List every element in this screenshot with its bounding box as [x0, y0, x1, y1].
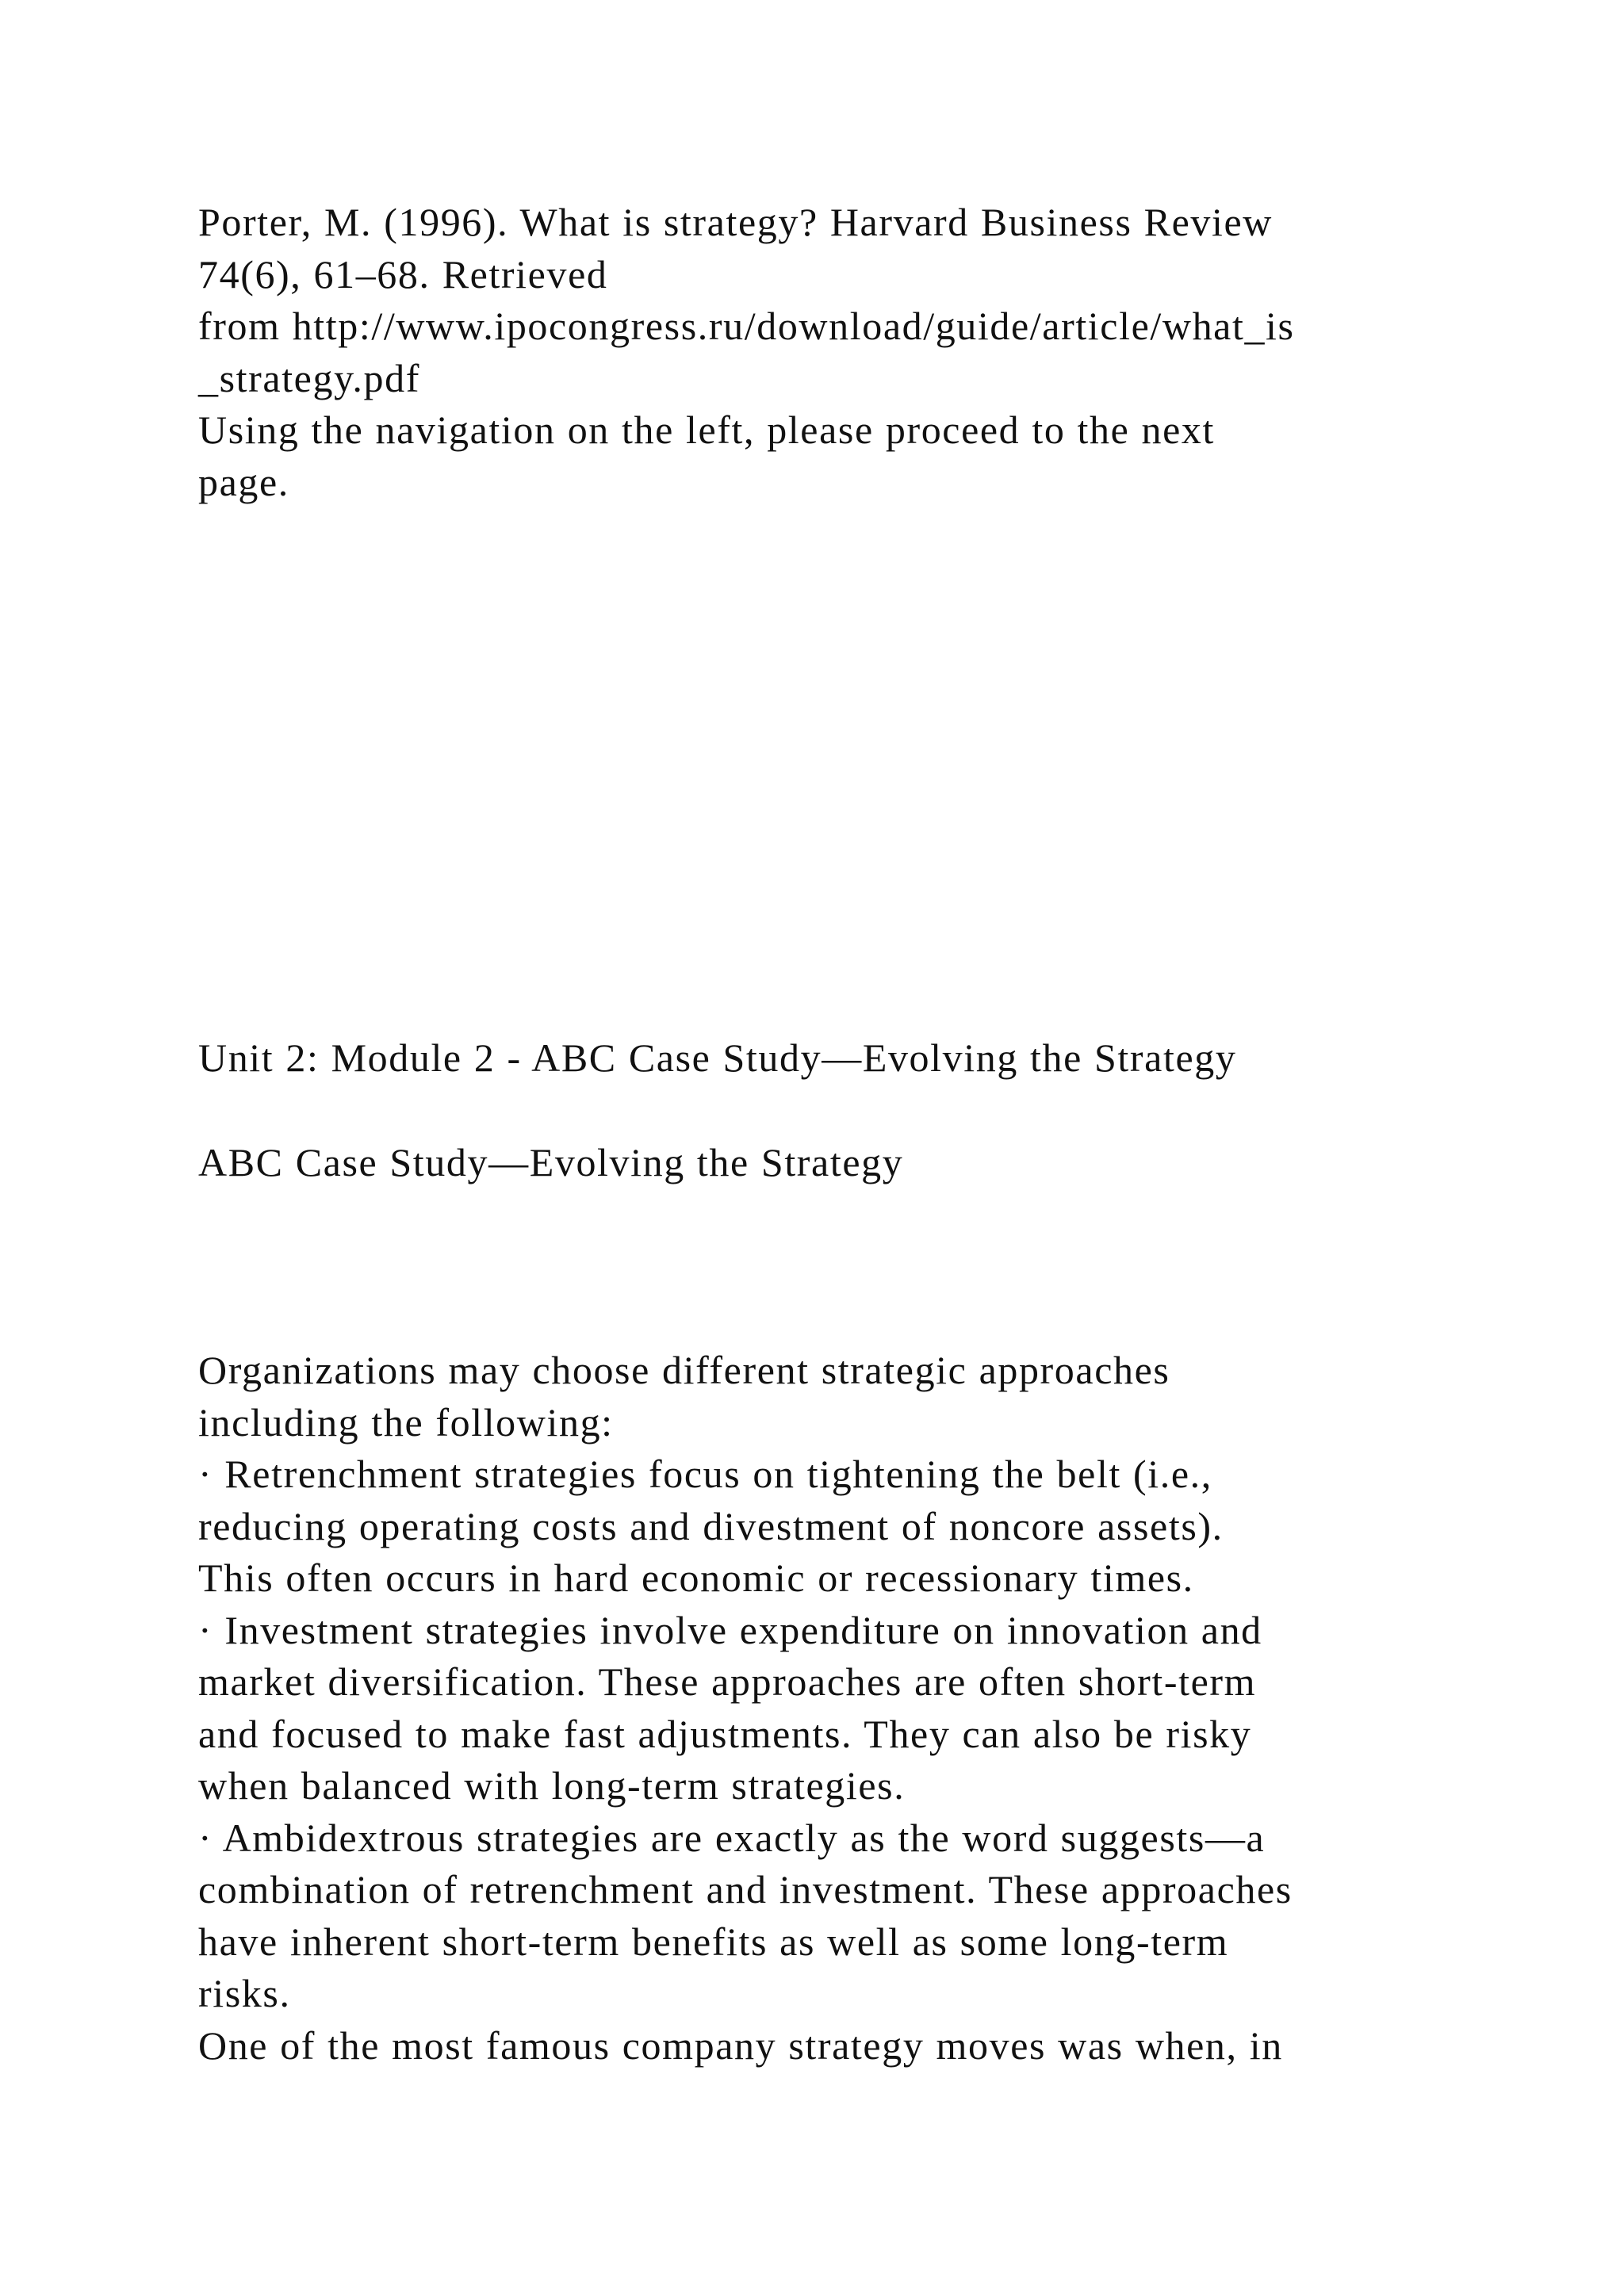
unit-title: [198, 1032, 1435, 1085]
reference-line: 74(6), 61–68. Retrieved: [198, 251, 608, 297]
reference-paragraph: [198, 197, 1435, 508]
bullet-ambidextrous-line: · Ambidextrous strategies are exactly as the word suggests—a: [198, 1815, 1266, 1860]
case-study-title-text: ABC Case Study—Evolving the Strategy: [198, 1140, 904, 1184]
unit-title-text: Unit 2: Module 2 - ABC Case Study—Evolving the Strategy: [198, 1035, 1237, 1080]
body-line: One of the most famous company strategy moves was when, in: [198, 2022, 1283, 2068]
reference-link-line: from http://www.ipocongress.ru/download/guide/article/what_is: [198, 304, 1295, 348]
body-line: including the following:: [198, 1399, 614, 1445]
bullet-retrenchment-line: · Retrenchment strategies focus on tightening the belt (i.e.,: [198, 1452, 1212, 1496]
bullet-ambidextrous-line: risks.: [198, 1971, 291, 2015]
reference-link-line: _strategy.pdf: [198, 355, 420, 400]
bullet-investment-line: · Investment strategies involve expenditure on innovation and: [198, 1607, 1262, 1652]
bullet-investment-line: when balanced with long-term strategies.: [198, 1763, 906, 1808]
navigation-instruction-line: Using the navigation on the left, please proceed to the next: [198, 408, 1216, 452]
case-study-title: [198, 1137, 1435, 1189]
bullet-investment-line: market diversification. These approaches are often short-term: [198, 1659, 1257, 1704]
bullet-retrenchment-line: reducing operating costs and divestment of noncore assets).: [198, 1503, 1224, 1548]
bullet-ambidextrous-line: have inherent short-term benefits as well as some long-term: [198, 1919, 1229, 1964]
bullet-retrenchment-line: This often occurs in hard economic or recessionary times.: [198, 1556, 1194, 1600]
body-line: Organizations may choose different strategic approaches: [198, 1348, 1170, 1392]
bullet-investment-line: and focused to make fast adjustments. They can also be risky: [198, 1711, 1252, 1756]
body-paragraph: [198, 1345, 1435, 2072]
bullet-ambidextrous-line: combination of retrenchment and investment. These approaches: [198, 1867, 1293, 1911]
navigation-instruction-line: page.: [198, 459, 289, 504]
reference-line: Porter, M. (1996). What is strategy? Harvard Business Review: [198, 200, 1273, 244]
